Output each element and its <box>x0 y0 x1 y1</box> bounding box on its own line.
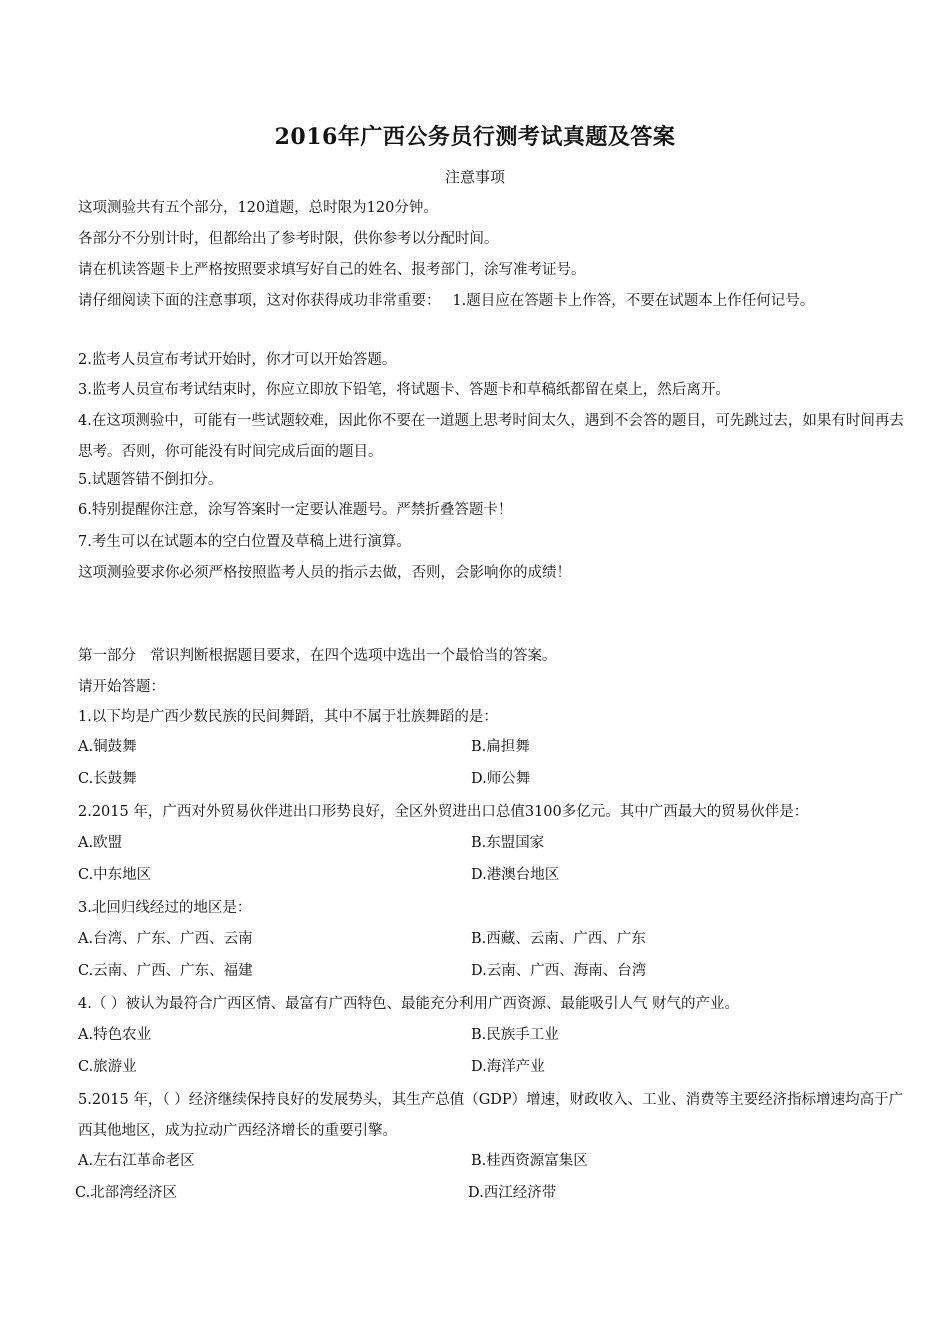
option-b: B.东盟国家 <box>471 835 545 851</box>
option-b: B.桂西资源富集区 <box>471 1153 588 1169</box>
notice-line: 这项测验共有五个部分，120道题，总时限为120分钟。 <box>78 200 438 216</box>
option-b: B.扁担舞 <box>471 739 530 755</box>
option-c: C.中东地区 <box>78 867 152 883</box>
notice-line: 请仔细阅读下面的注意事项，这对你获得成功非常重要： 1.题目应在答题卡上作答，不要在试题本上作任何记号。 <box>78 293 815 309</box>
option-d: D.西江经济带 <box>468 1185 557 1201</box>
option-d: D.云南、广西、海南、台湾 <box>471 963 647 979</box>
question-text: 5.2015 年，（ ）经济继续保持良好的发展势头，其生产总值（GDP）增速，财政收入、工业、消费等主要经济指标增速均高于广西其他地区，成为拉动广西经济增长的重要引擎。 <box>78 1092 904 1139</box>
question-text: 2.2015 年，广西对外贸易伙伴进出口形势良好，全区外贸进出口总值3100多亿元。其中广西最大的贸易伙伴是： <box>78 804 809 820</box>
notice-line: 5.试题答错不倒扣分。 <box>78 472 223 488</box>
option-d: D.港澳台地区 <box>471 867 560 883</box>
option-a: A.台湾、广东、广西、云南 <box>78 931 253 947</box>
option-b: B.西藏、云南、广西、广东 <box>471 931 646 947</box>
notice-line: 6.特别提醒你注意，涂写答案时一定要认准题号。严禁折叠答题卡！ <box>78 502 513 518</box>
question-text: 4.（ ）被认为最符合广西区情、最富有广西特色、最能充分利用广西资源、最能吸引人气 财气的产业。 <box>78 996 740 1012</box>
document-title: 2016年广西公务员行测考试真题及答案 <box>274 124 676 150</box>
notice-line: 2.监考人员宣布考试开始时，你才可以开始答题。 <box>78 352 397 368</box>
option-b: B.民族手工业 <box>471 1027 559 1043</box>
option-c: C.旅游业 <box>78 1059 137 1075</box>
option-d: D.海洋产业 <box>471 1059 545 1075</box>
notice-line: 7.考生可以在试题本的空白位置及草稿上进行演算。 <box>78 534 411 550</box>
option-a: A.欧盟 <box>78 835 123 851</box>
notice-line: 这项测验要求你必须严格按照监考人员的指示去做，否则，会影响你的成绩！ <box>78 565 571 581</box>
option-c: C.云南、广西、广东、福建 <box>78 963 253 979</box>
notice-line: 4.在这项测验中，可能有一些试题较难，因此你不要在一道题上思考时间太久，遇到不会答的题目，可先跳过去，如果有时间再去思考。否则，你可能没有时间完成后面的题目。 <box>78 413 904 460</box>
option-a: A.左右江革命老区 <box>78 1153 195 1169</box>
section-heading: 第一部分 常识判断根据题目要求，在四个选项中选出一个最恰当的答案。 <box>78 648 557 664</box>
notice-heading: 注意事项 <box>444 168 505 186</box>
option-d: D.师公舞 <box>471 771 531 787</box>
option-c: C.长鼓舞 <box>78 771 137 787</box>
start-prompt: 请开始答题： <box>78 679 165 695</box>
question-text: 3.北回归线经过的地区是： <box>78 900 252 916</box>
option-a: A.特色农业 <box>78 1027 152 1043</box>
option-c: C.北部湾经济区 <box>75 1185 178 1201</box>
notice-line: 各部分不分别计时，但都给出了参考时限，供你参考以分配时间。 <box>78 231 499 247</box>
question-text: 1.以下均是广西少数民族的民间舞蹈，其中不属于壮族舞蹈的是： <box>78 709 498 725</box>
notice-line: 请在机读答题卡上严格按照要求填写好自己的姓名、报考部门，涂写准考证号。 <box>78 262 586 278</box>
option-a: A.铜鼓舞 <box>78 739 137 755</box>
notice-line: 3.监考人员宣布考试结束时，你应立即放下铅笔，将试题卡、答题卡和草稿纸都留在桌上，然后离开。 <box>78 382 730 398</box>
